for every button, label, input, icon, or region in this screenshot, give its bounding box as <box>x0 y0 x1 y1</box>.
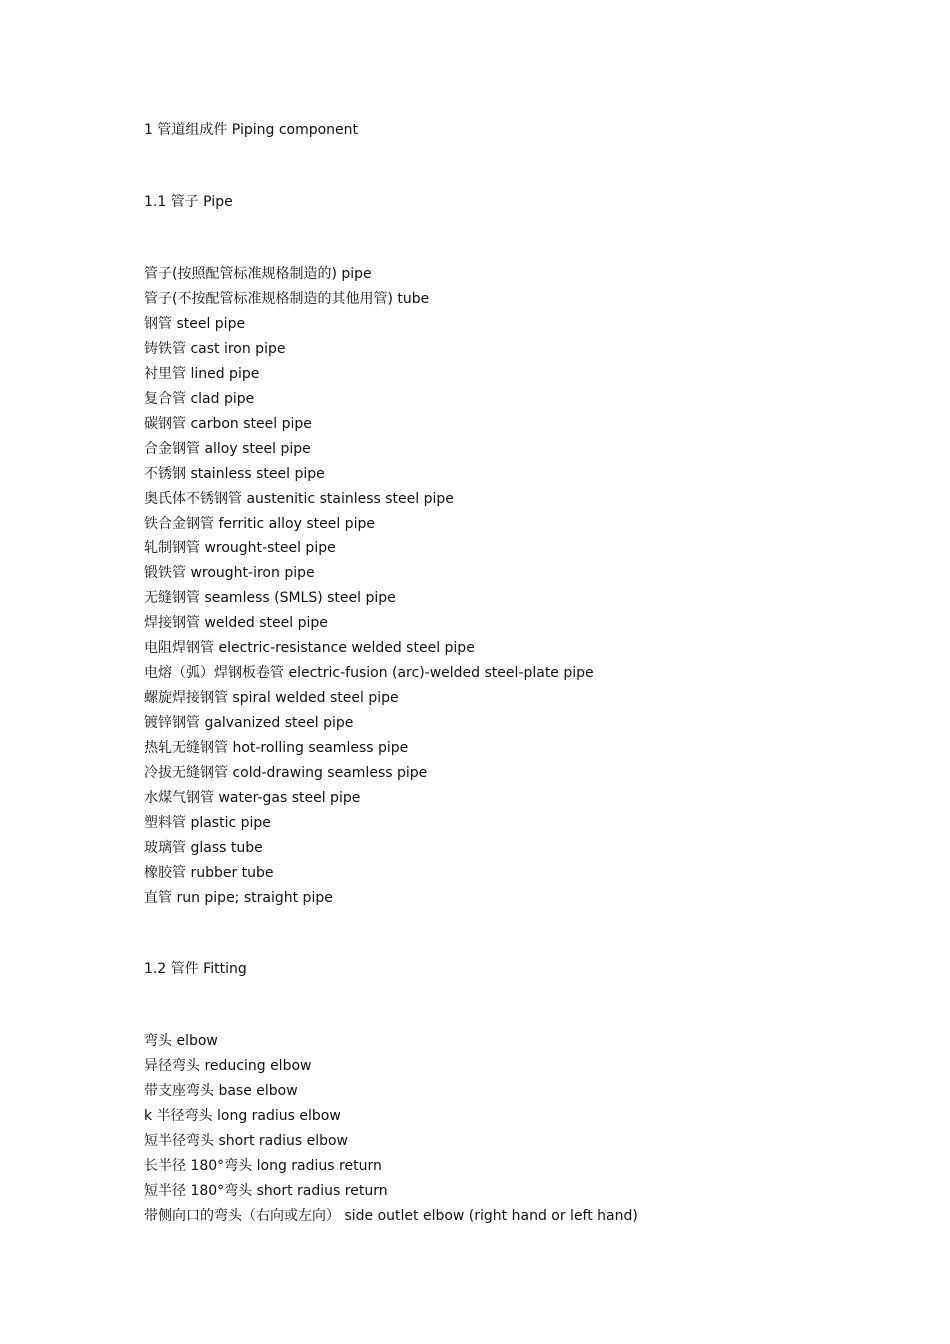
term-line: 螺旋焊接钢管 spiral welded steel pipe <box>144 690 399 707</box>
term-line: 镀锌钢管 galvanized steel pipe <box>144 715 354 732</box>
chapter-heading: 1 管道组成件 Piping component <box>144 122 359 138</box>
term-line: 碳钢管 carbon steel pipe <box>144 415 312 432</box>
term-line: 铸铁管 cast iron pipe <box>144 340 286 357</box>
section-heading-pipe: 1.1 管子 Pipe <box>144 194 233 210</box>
section-heading-fitting: 1.2 管件 Fitting <box>144 961 247 977</box>
term-line: 铁合金钢管 ferritic alloy steel pipe <box>144 515 375 532</box>
term-line: 短半径 180°弯头 short radius return <box>144 1182 388 1199</box>
term-line: 带侧向口的弯头（右向或左向） side outlet elbow (right hand or left hand) <box>144 1207 638 1224</box>
term-line: 带支座弯头 base elbow <box>144 1082 298 1099</box>
term-line: 焊接钢管 welded steel pipe <box>144 615 328 632</box>
term-line: 不锈钢 stainless steel pipe <box>144 465 325 482</box>
term-line: 电阻焊钢管 electric-resistance welded steel pipe <box>144 640 475 657</box>
term-line: 轧制钢管 wrought-steel pipe <box>144 540 336 557</box>
term-line: 异径弯头 reducing elbow <box>144 1057 312 1074</box>
term-line: 冷拔无缝钢管 cold-drawing seamless pipe <box>144 765 428 781</box>
term-line: 钢管 steel pipe <box>144 315 246 332</box>
term-line: 水煤气钢管 water-gas steel pipe <box>144 789 361 806</box>
term-line: 玻璃管 glass tube <box>144 839 263 856</box>
term-line: 长半径 180°弯头 long radius return <box>144 1157 382 1174</box>
term-line: k 半径弯头 long radius elbow <box>144 1107 341 1124</box>
term-line: 无缝钢管 seamless (SMLS) steel pipe <box>144 590 396 607</box>
term-line: 锻铁管 wrought-iron pipe <box>144 565 315 582</box>
term-line: 弯头 elbow <box>144 1033 218 1049</box>
term-line: 塑料管 plastic pipe <box>144 814 271 831</box>
term-line: 橡胶管 rubber tube <box>144 864 274 881</box>
term-line: 电熔（弧）焊钢板卷管 electric-fusion (arc)-welded steel-plate pipe <box>144 665 594 682</box>
term-line: 直管 run pipe; straight pipe <box>144 889 333 906</box>
term-line: 热轧无缝钢管 hot-rolling seamless pipe <box>144 740 409 757</box>
term-line: 管子(不按配管标准规格制造的其他用管) tube <box>144 290 430 307</box>
term-line: 短半径弯头 short radius elbow <box>144 1132 349 1149</box>
term-line: 奥氏体不锈钢管 austenitic stainless steel pipe <box>144 490 454 507</box>
term-line: 复合管 clad pipe <box>144 390 255 407</box>
term-line: 合金钢管 alloy steel pipe <box>144 440 311 457</box>
term-line: 管子(按照配管标准规格制造的) pipe <box>144 266 372 282</box>
term-line: 衬里管 lined pipe <box>144 365 260 382</box>
